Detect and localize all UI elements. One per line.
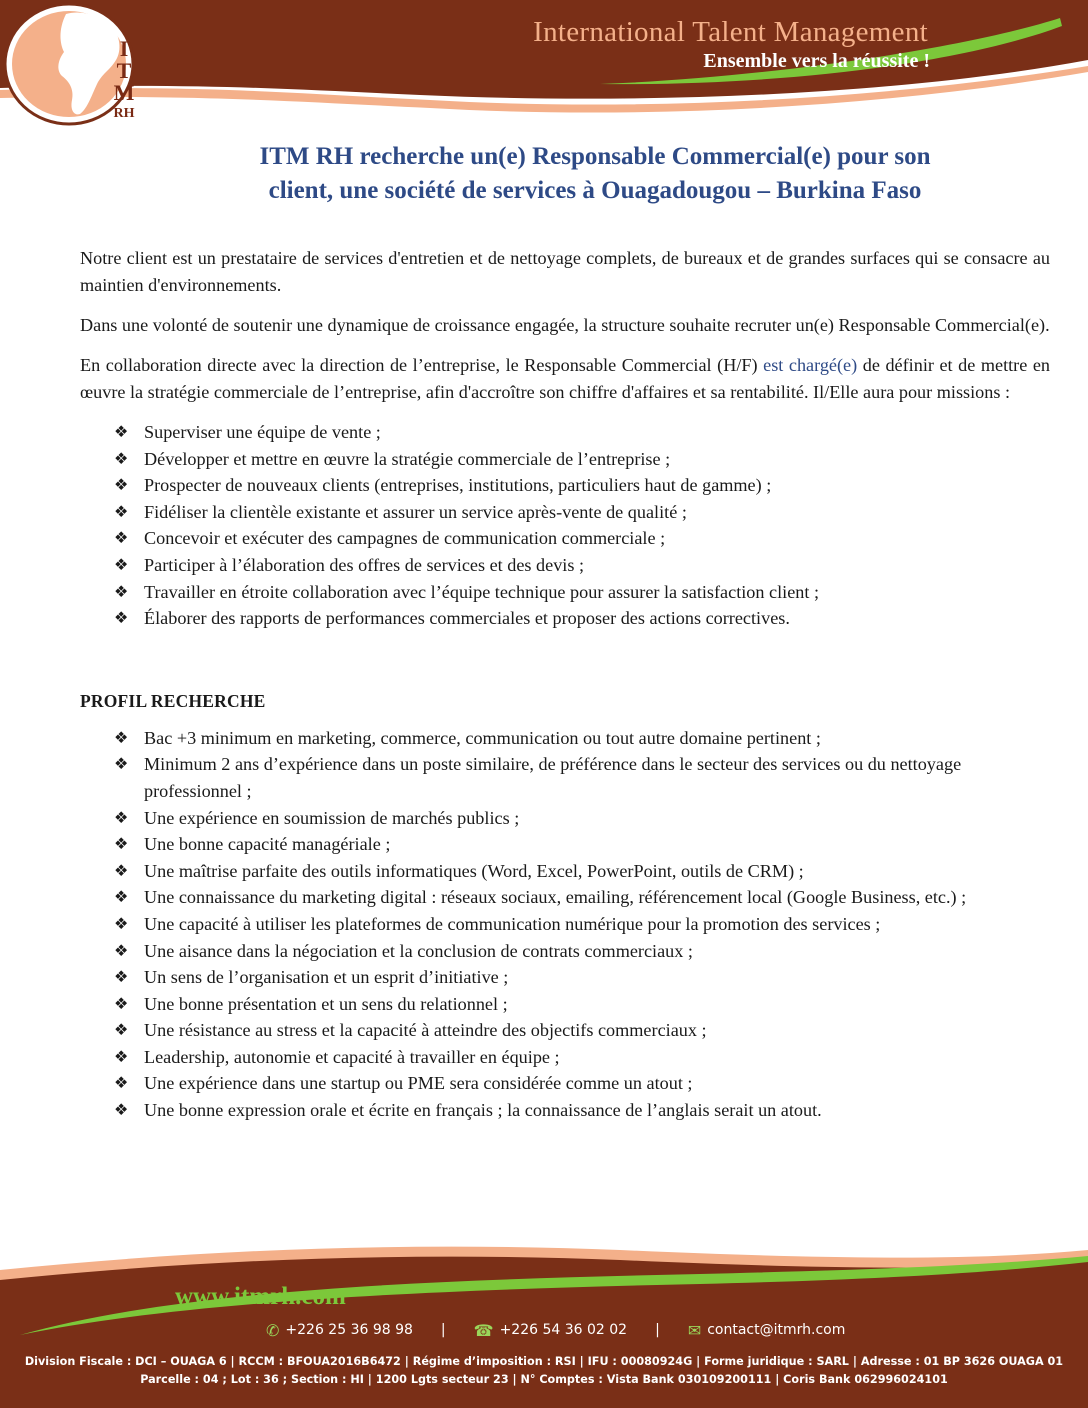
list-item: ❖ Superviser une équipe de vente ; (110, 419, 1010, 446)
list-item: ❖ Une aisance dans la négociation et la conclusion de contrats commerciaux ; (110, 938, 1010, 965)
logo-text (104, 38, 144, 121)
logo-letter-i: I (119, 36, 129, 61)
profile-list (110, 725, 1010, 1124)
list-item: ❖ Une bonne capacité managériale ; (110, 831, 1010, 858)
logo-letter-t: T (116, 58, 132, 83)
page-header (0, 0, 1088, 150)
list-item: ❖ Une bonne expression orale et écrite en français ; la connaissance de l’anglais serait un atout. (110, 1097, 1010, 1124)
list-item: ❖ Développer et mettre en œuvre la stratégie commerciale de l’entreprise ; (110, 446, 1010, 473)
company-slogan: Ensemble vers la réussite ! (703, 50, 930, 72)
email-address[interactable]: contact@itmrh.com (707, 1322, 846, 1338)
separator: | (440, 1322, 446, 1338)
list-item: ❖ Minimum 2 ans d’expérience dans un poste similaire, de préférence dans le secteur des services ou du nettoyage professionnel ; (110, 751, 1010, 804)
phone-icon: ✆ (266, 1320, 280, 1340)
list-item: ❖ Leadership, autonomie et capacité à travailler en équipe ; (110, 1044, 1010, 1071)
logo-rh: RH (113, 106, 135, 121)
legal-info-line-1: Division Fiscale : DCI – OUAGA 6 | RCCM : BFOUA2016B6472 | Régime d’imposition : RSI | IFU : 00080924G | Forme juridique : SARL | Adresse : 01 BP 3626 OUAGA 01 (24, 1355, 1064, 1368)
list-item: ❖ Une résistance au stress et la capacité à atteindre des objectifs commerciaux ; (110, 1017, 1010, 1044)
intro-paragraph-3 (80, 352, 1050, 406)
phone-number-1: +226 25 36 98 98 (285, 1322, 413, 1338)
list-item: ❖ Une maîtrise parfaite des outils informatiques (Word, Excel, PowerPoint, outils de CRM) ; (110, 858, 1010, 885)
contact-row (266, 1320, 845, 1340)
phone-number-2: +226 54 36 02 02 (499, 1322, 628, 1338)
list-item: ❖ Une capacité à utiliser les plateformes de communication numérique pour la promotion des services ; (110, 911, 1010, 938)
title-line-1: ITM RH recherche un(e) Responsable Commercial(e) pour son (259, 143, 931, 170)
document-title (150, 140, 1040, 208)
envelope-icon: ✉ (687, 1320, 702, 1340)
whatsapp-icon: ☎ (473, 1320, 494, 1340)
intro-paragraph-2: Dans une volonté de soutenir une dynamique de croissance engagée, la structure souhaite recruter un(e) Responsable Commercial(e). (80, 315, 1050, 335)
separator: | (655, 1322, 660, 1338)
list-item: ❖ Une expérience dans une startup ou PME sera considérée comme un atout ; (110, 1070, 1010, 1097)
company-name: International Talent Management (533, 16, 928, 48)
title-line-2: client, une société de services à Ouagadougou – Burkina Faso (268, 177, 922, 204)
legal-info-line-2: Parcelle : 04 ; Lot : 36 ; Section : HI | 1200 Lgts secteur 23 | N° Comptes : Vista Bank 030109200111 | Coris Bank 062996024101 (140, 1373, 948, 1386)
list-item: ❖ Prospecter de nouveaux clients (entreprises, institutions, particuliers haut de gamme) ; (110, 472, 1010, 499)
document-body (80, 245, 1050, 1124)
intro-paragraph-1: Notre client est un prestataire de services d'entretien et de nettoyage complets, de bureaux et de grandes surfaces qui se consacre au maintien d'environnements. (80, 248, 1050, 295)
list-item: ❖ Élaborer des rapports de performances commerciales et proposer des actions correctives. (110, 605, 1010, 632)
missions-list (110, 419, 1010, 632)
list-item: ❖ Fidéliser la clientèle existante et assurer un service après-vente de qualité ; (110, 499, 1010, 526)
page-footer (0, 1240, 1088, 1408)
list-item: ❖ Une connaissance du marketing digital : réseaux sociaux, emailing, référencement local (Google Business, etc.) ; (110, 884, 1010, 911)
list-item: ❖ Bac +3 minimum en marketing, commerce, communication ou tout autre domaine pertinent ; (110, 725, 1010, 752)
list-item: ❖ Concevoir et exécuter des campagnes de communication commerciale ; (110, 525, 1010, 552)
list-item: ❖ Un sens de l’organisation et un esprit d’initiative ; (110, 964, 1010, 991)
list-item: ❖ Participer à l’élaboration des offres de services et des devis ; (110, 552, 1010, 579)
website-link[interactable]: www.itmrh.com (175, 1283, 346, 1310)
list-item: ❖ Travailler en étroite collaboration avec l’équipe technique pour assurer la satisfaction client ; (110, 579, 1010, 606)
profile-heading: PROFIL RECHERCHE (80, 690, 266, 711)
intro-p3-end: de définir et de mettre en œuvre la stratégie commerciale de l’entreprise, afin d'accroître son chiffre d'affaires et sa rentabilité. Il/Elle aura pour missions : (80, 355, 1051, 402)
intro-p3-start: En collaboration directe avec la direction de l’entreprise, le Responsable Commercial (H/F) (80, 355, 764, 375)
list-item: ❖ Une bonne présentation et un sens du relationnel ; (110, 991, 1010, 1018)
list-item: ❖ Une expérience en soumission de marchés publics ; (110, 805, 1010, 832)
intro-p3-highlight: est chargé(e) (763, 355, 858, 375)
logo-letter-m: M (113, 80, 135, 105)
